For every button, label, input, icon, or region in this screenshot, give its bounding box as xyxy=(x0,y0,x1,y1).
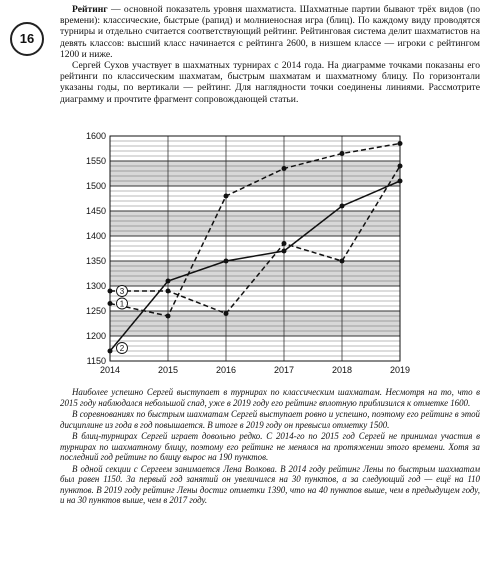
series-label-3: 3 xyxy=(119,287,125,296)
data-point-1 xyxy=(108,301,113,306)
grid-band xyxy=(110,311,400,336)
x-tick-label: 2015 xyxy=(157,365,179,375)
data-point-1 xyxy=(224,194,229,199)
data-point-1 xyxy=(398,141,403,146)
article-paragraph-3: В блиц-турнирах Сергей играет довольно редко. С 2014-го по 2015 год Сергей не принимал участия в турнирах по шахматному блицу, поэтому его рейтинг не менялся на протяжении этого времени. Хотя за последний год рейтинг по блицу вырос на 190 пунктов. xyxy=(60,431,480,462)
intro-paragraph-2: Сергей Сухов участвует в шахматных турнирах с 2014 года. На диаграмме точками показаны его рейтинги по классическим шахматам, быстрым шахматам и шахматному блицу. По горизонтали указаны годы, по вертикали — рейтинг. Для наглядности точки соединены линиями. Рассмотрите диаграмму и прочтите фрагмент сопровождающей статьи. xyxy=(60,60,480,105)
y-tick-label: 1300 xyxy=(85,281,106,291)
rating-chart-svg xyxy=(70,126,420,376)
grid-band xyxy=(110,211,400,236)
article-paragraph-4: В одной секции с Сергеем занимается Лена Волкова. В 2014 году рейтинг Лены по быстрым шахматам был равен 1150. За первый год занятий он увеличился на 30 пунктов, а за следующий год — ещё на 110 пунктов. В 2019 году рейтинг Лены достиг отметки 1390, что на 40 пунктов выше, чем в предыдущем году, и на 30 пунктов выше, чем в 2017 году. xyxy=(60,463,480,505)
data-point-3 xyxy=(398,164,403,169)
grid-band xyxy=(110,261,400,286)
intro-term: Рейтинг xyxy=(72,4,108,15)
article-text xyxy=(60,387,480,507)
data-point-1 xyxy=(282,166,287,171)
data-point-2 xyxy=(224,259,229,264)
data-point-3 xyxy=(340,259,345,264)
x-tick-label: 2016 xyxy=(215,365,237,375)
data-point-1 xyxy=(166,314,171,319)
intro-paragraph-1 xyxy=(60,4,480,60)
data-point-2 xyxy=(398,179,403,184)
article-paragraph-2: В соревнованиях по быстрым шахматам Сергей выступает ровно и успешно, поэтому его рейтинг в этой дисциплине из года в год повышается. В итоге в 2019 году он превысил отметку 1500. xyxy=(60,409,480,430)
intro-text xyxy=(60,4,480,105)
x-tick-label: 2018 xyxy=(331,365,353,375)
data-point-3 xyxy=(166,289,171,294)
data-point-2 xyxy=(166,279,171,284)
y-tick-label: 1500 xyxy=(85,181,106,191)
y-tick-label: 1550 xyxy=(85,156,106,166)
y-tick-label: 1350 xyxy=(85,256,106,266)
series-label-2: 2 xyxy=(119,344,125,353)
y-tick-label: 1250 xyxy=(85,306,106,316)
y-tick-label: 1400 xyxy=(85,231,106,241)
data-point-3 xyxy=(282,241,287,246)
data-point-1 xyxy=(340,151,345,156)
series-label-1: 1 xyxy=(119,299,125,309)
rating-chart xyxy=(70,126,420,376)
y-tick-label: 1600 xyxy=(85,131,106,141)
y-tick-label: 1450 xyxy=(85,206,106,216)
article-paragraph-1: Наиболее успешно Сергей выступает в турнирах по классическим шахматам. Несмотря на то, что в 2015 году наблюдался небольшой спад, уже в 2019 году его рейтинг вплотную приблизился к отметке 1600. xyxy=(60,387,480,408)
data-point-3 xyxy=(108,289,113,294)
series-line-3 xyxy=(110,166,400,314)
question-number: 16 xyxy=(10,22,44,56)
y-tick-label: 1200 xyxy=(85,331,106,341)
intro-paragraph-1-rest: — основной показатель уровня шахматиста. Шахматные партии бывают трёх видов (по времени): классические, быстрые (рапид) и молниеносная игра (блиц). По каждому виду проводятся турниры и отдельно считается соответствующий рейтинг. Рейтинговая система делит шахматистов на девять классов: высший класс начинается с рейтинга 2600, в низшем классе — игроки с рейтингом 1200 и ниже. xyxy=(60,4,480,60)
data-point-3 xyxy=(224,311,229,316)
data-point-2 xyxy=(108,349,113,354)
x-tick-label: 2019 xyxy=(389,365,411,375)
x-tick-label: 2014 xyxy=(99,365,121,375)
y-tick-label: 1150 xyxy=(86,356,106,366)
x-tick-label: 2017 xyxy=(273,365,295,375)
data-point-2 xyxy=(282,249,287,254)
data-point-2 xyxy=(340,204,345,209)
